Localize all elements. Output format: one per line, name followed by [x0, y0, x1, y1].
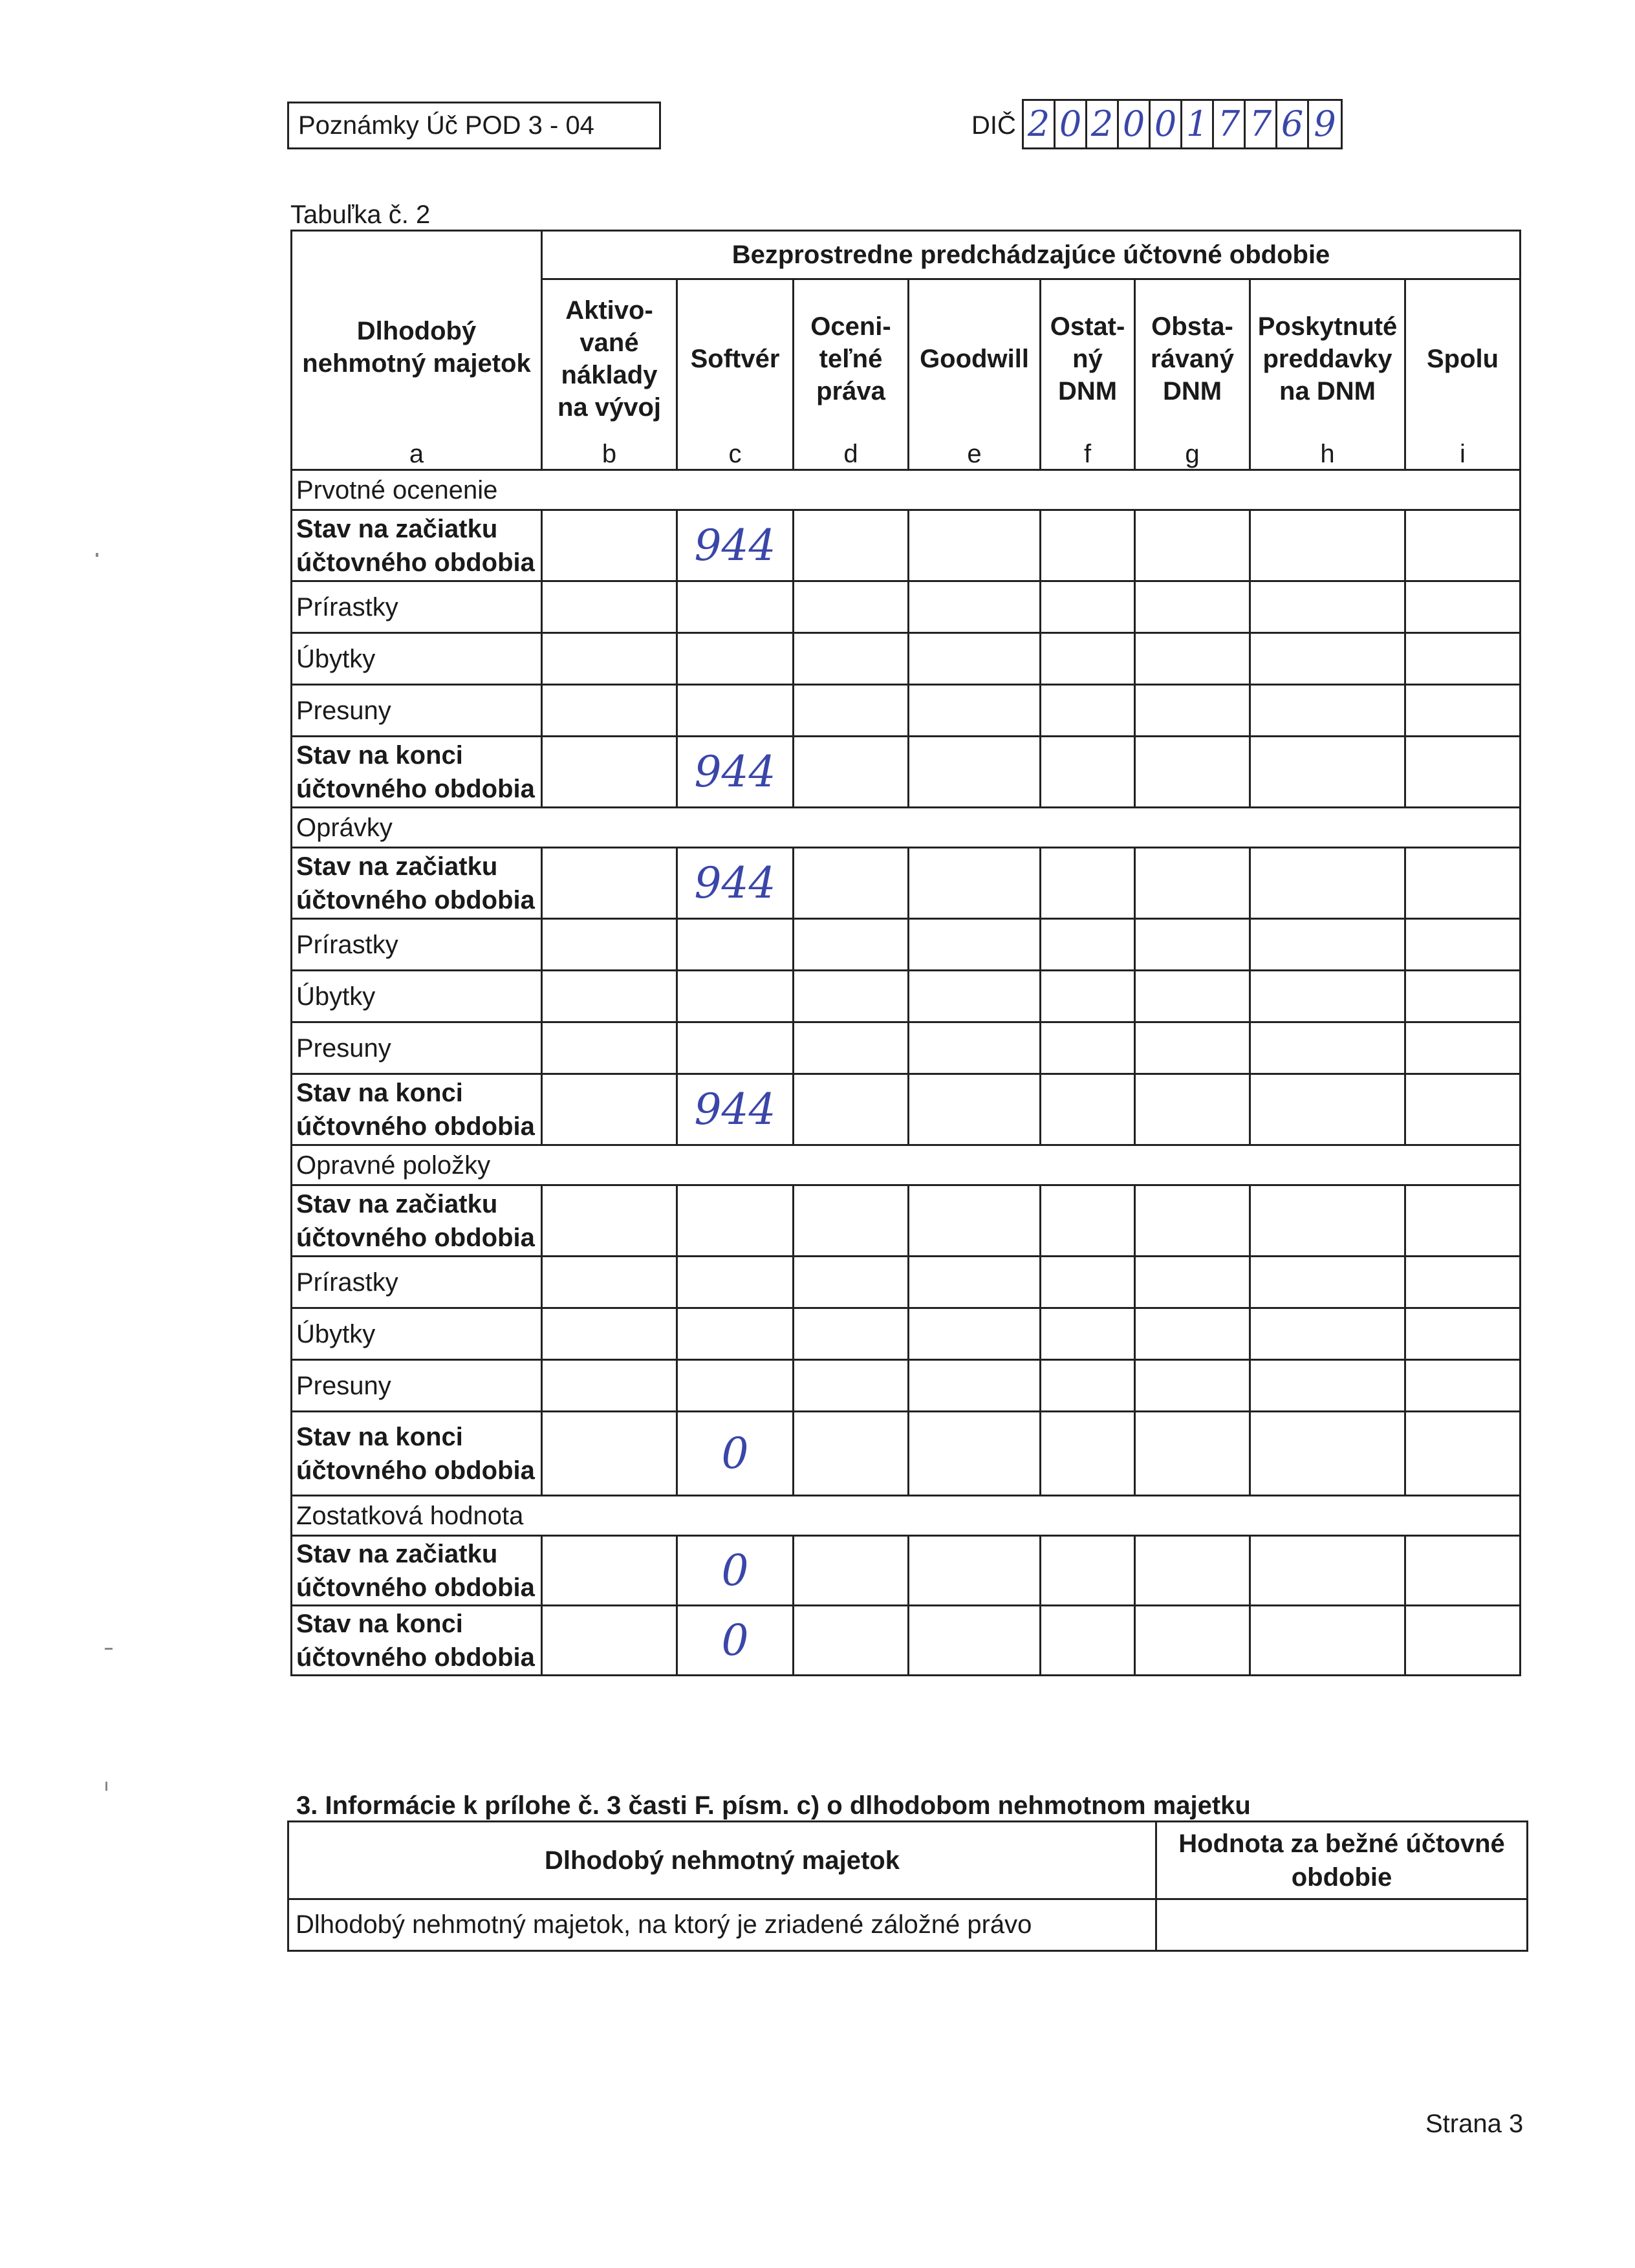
cell: [1250, 1308, 1405, 1360]
handwritten-value: 944: [677, 1074, 794, 1145]
cell: [794, 971, 909, 1022]
cell: [1405, 1022, 1521, 1074]
cell: [1405, 510, 1521, 581]
cell: [1250, 685, 1405, 737]
col-letter: f: [1041, 438, 1135, 470]
cell: [542, 581, 677, 633]
dic-digit: 9: [1314, 103, 1336, 144]
cell: [794, 1257, 909, 1308]
cell: [794, 1074, 909, 1145]
cell: [677, 633, 794, 685]
dic-field: [1022, 99, 1343, 149]
dic-digit: 2: [1024, 101, 1056, 147]
cell: [1135, 510, 1250, 581]
table-caption: Tabuľka č. 2: [290, 200, 431, 229]
form-label: Poznámky Úč POD 3 - 04: [287, 102, 661, 149]
scan-mark: [105, 1648, 113, 1650]
pledge-col-header: Dlhodobý nehmotný majetok: [288, 1822, 1156, 1899]
cell: [1135, 1257, 1250, 1308]
cell: [1041, 1308, 1135, 1360]
cell: [794, 581, 909, 633]
cell: [1250, 971, 1405, 1022]
cell: [794, 510, 909, 581]
col-header-f: Ostat-ný DNM: [1041, 279, 1135, 438]
cell: [1405, 1074, 1521, 1145]
cell: [909, 685, 1041, 737]
section-title: Oprávky: [292, 808, 1521, 848]
cell: [1250, 1412, 1405, 1496]
col-letter: b: [542, 438, 677, 470]
cell: [909, 1412, 1041, 1496]
cell: [1041, 1606, 1135, 1676]
cell: [677, 1185, 794, 1257]
row-label: Stav na konci účtovného obdobia: [292, 737, 542, 808]
cell: [1250, 1257, 1405, 1308]
dic-digit: 0: [1119, 101, 1151, 147]
row-label: Stav na začiatku účtovného obdobia: [292, 1536, 542, 1606]
cell: [909, 510, 1041, 581]
cell: [1405, 1412, 1521, 1496]
col-header-a: Dlhodobý nehmotný majetok: [292, 231, 542, 438]
dic-digit: 6: [1277, 101, 1309, 147]
cell: [542, 1536, 677, 1606]
cell: [794, 1308, 909, 1360]
cell: [677, 685, 794, 737]
col-header-d: Oceni-teľné práva: [794, 279, 909, 438]
cell: [794, 1185, 909, 1257]
row-label: Stav na konci účtovného obdobia: [292, 1074, 542, 1145]
col-letter: c: [677, 438, 794, 470]
row-label: Prírastky: [292, 581, 542, 633]
cell: [909, 1185, 1041, 1257]
cell: [677, 1257, 794, 1308]
handwritten-value: 944: [677, 848, 794, 919]
section-title: Zostatková hodnota: [292, 1496, 1521, 1536]
col-header-e: Goodwill: [909, 279, 1041, 438]
handwritten-value: 0: [677, 1412, 794, 1496]
cell: [1135, 633, 1250, 685]
intangible-assets-table: [290, 230, 1521, 1676]
cell: [1135, 737, 1250, 808]
col-letter: d: [794, 438, 909, 470]
cell: [909, 737, 1041, 808]
cell: [1405, 1308, 1521, 1360]
cell: [909, 581, 1041, 633]
row-label: Prírastky: [292, 919, 542, 971]
section-title: Prvotné ocenenie: [292, 470, 1521, 510]
row-label: Presuny: [292, 685, 542, 737]
col-letter: g: [1135, 438, 1250, 470]
cell: [909, 1257, 1041, 1308]
cell: [542, 1360, 677, 1412]
cell: [1405, 848, 1521, 919]
cell: [542, 919, 677, 971]
cell: [1135, 1074, 1250, 1145]
cell: [1041, 1185, 1135, 1257]
dic-digit: 7: [1214, 101, 1246, 147]
cell: [1405, 1606, 1521, 1676]
pledge-row-label: Dlhodobý nehmotný majetok, na ktorý je zriadené záložné právo: [288, 1899, 1156, 1951]
cell: [1041, 685, 1135, 737]
cell: [542, 1185, 677, 1257]
cell: [542, 1606, 677, 1676]
cell: [1135, 1606, 1250, 1676]
period-header: Bezprostredne predchádzajúce účtovné obdobie: [542, 231, 1521, 279]
cell: [909, 919, 1041, 971]
dic-label: DIČ: [971, 111, 1016, 140]
cell: [794, 737, 909, 808]
row-label: Presuny: [292, 1022, 542, 1074]
section-3-title: 3. Informácie k prílohe č. 3 časti F. písm. c) o dlhodobom nehmotnom majetku: [296, 1791, 1251, 1820]
cell: [794, 919, 909, 971]
row-label: Prírastky: [292, 1257, 542, 1308]
cell: [1041, 971, 1135, 1022]
dic-digit: 7: [1246, 101, 1277, 147]
row-label: Stav na konci účtovného obdobia: [292, 1606, 542, 1676]
cell: [1135, 581, 1250, 633]
cell: [1250, 1606, 1405, 1676]
pledge-table: [287, 1820, 1528, 1952]
cell: [1041, 737, 1135, 808]
handwritten-value: 0: [677, 1606, 794, 1676]
cell: [542, 848, 677, 919]
cell: [1405, 971, 1521, 1022]
col-letter: a: [292, 438, 542, 470]
handwritten-value: 944: [677, 510, 794, 581]
cell: [794, 1022, 909, 1074]
cell: [909, 1536, 1041, 1606]
scan-mark: [96, 553, 98, 557]
cell: [1250, 1536, 1405, 1606]
col-letter: e: [909, 438, 1041, 470]
cell: [1041, 1257, 1135, 1308]
cell: [1135, 971, 1250, 1022]
col-header-b: Aktivo-vané náklady na vývoj: [542, 279, 677, 438]
cell: [794, 633, 909, 685]
cell: [542, 737, 677, 808]
cell: [542, 1308, 677, 1360]
row-label: Presuny: [292, 1360, 542, 1412]
col-header-g: Obsta-rávaný DNM: [1135, 279, 1250, 438]
cell: [542, 1074, 677, 1145]
cell: [1041, 581, 1135, 633]
cell: [1041, 510, 1135, 581]
cell: [542, 1022, 677, 1074]
cell: [794, 685, 909, 737]
cell: [1405, 1360, 1521, 1412]
cell: [542, 1412, 677, 1496]
dic-digit: 0: [1151, 101, 1182, 147]
cell: [909, 848, 1041, 919]
row-label: Úbytky: [292, 971, 542, 1022]
cell: [909, 633, 1041, 685]
cell: [794, 1412, 909, 1496]
cell: [1250, 1074, 1405, 1145]
value-col-header: Hodnota za bežné účtovné obdobie: [1156, 1822, 1528, 1899]
cell: [1135, 1308, 1250, 1360]
cell: [1041, 1022, 1135, 1074]
cell: [677, 1360, 794, 1412]
cell: [1135, 1536, 1250, 1606]
cell: [909, 971, 1041, 1022]
cell: [1041, 1412, 1135, 1496]
cell: [1041, 1074, 1135, 1145]
cell: [677, 971, 794, 1022]
col-letter: i: [1405, 438, 1521, 470]
row-label: Úbytky: [292, 1308, 542, 1360]
cell: [1135, 848, 1250, 919]
cell: [909, 1308, 1041, 1360]
row-label: Stav na konci účtovného obdobia: [292, 1412, 542, 1496]
cell: [909, 1606, 1041, 1676]
cell: [1041, 633, 1135, 685]
dic-digit: 1: [1182, 101, 1214, 147]
cell: [542, 971, 677, 1022]
cell: [1135, 1185, 1250, 1257]
cell: [1041, 1536, 1135, 1606]
cell: [1250, 581, 1405, 633]
col-header-h: Poskytnuté preddavky na DNM: [1250, 279, 1405, 438]
cell: [1405, 685, 1521, 737]
cell: [794, 848, 909, 919]
col-header-c: Softvér: [677, 279, 794, 438]
cell: [1405, 1257, 1521, 1308]
cell: [1250, 1360, 1405, 1412]
section-title: Opravné položky: [292, 1145, 1521, 1185]
cell: [794, 1360, 909, 1412]
cell: [1250, 737, 1405, 808]
cell: [794, 1606, 909, 1676]
cell: [909, 1360, 1041, 1412]
cell: [677, 919, 794, 971]
cell: [542, 633, 677, 685]
cell: [1250, 848, 1405, 919]
cell: [1135, 685, 1250, 737]
cell: [1405, 633, 1521, 685]
cell: [1135, 1022, 1250, 1074]
page-number: Strana 3: [1425, 2110, 1524, 2138]
row-label: Úbytky: [292, 633, 542, 685]
cell: [1405, 737, 1521, 808]
cell: [1250, 510, 1405, 581]
cell: [1041, 848, 1135, 919]
dic-digit: 2: [1087, 101, 1119, 147]
dic-digit: 0: [1056, 101, 1087, 147]
col-letter: h: [1250, 438, 1405, 470]
cell: [1405, 581, 1521, 633]
handwritten-value: 944: [677, 737, 794, 808]
cell: [1250, 633, 1405, 685]
cell: [1405, 1536, 1521, 1606]
cell: [677, 1022, 794, 1074]
pledge-row-value: [1156, 1899, 1528, 1951]
cell: [1250, 919, 1405, 971]
cell: [1405, 919, 1521, 971]
cell: [1041, 1360, 1135, 1412]
cell: [1250, 1185, 1405, 1257]
cell: [1041, 919, 1135, 971]
row-label: Stav na začiatku účtovného obdobia: [292, 510, 542, 581]
cell: [677, 581, 794, 633]
cell: [1405, 1185, 1521, 1257]
cell: [1135, 1412, 1250, 1496]
scan-mark: [105, 1782, 107, 1791]
cell: [542, 1257, 677, 1308]
cell: [1135, 919, 1250, 971]
cell: [677, 1308, 794, 1360]
row-label: Stav na začiatku účtovného obdobia: [292, 848, 542, 919]
cell: [542, 685, 677, 737]
col-header-i: Spolu: [1405, 279, 1521, 438]
cell: [542, 510, 677, 581]
cell: [909, 1022, 1041, 1074]
cell: [794, 1536, 909, 1606]
row-label: Stav na začiatku účtovného obdobia: [292, 1185, 542, 1257]
cell: [909, 1074, 1041, 1145]
cell: [1135, 1360, 1250, 1412]
handwritten-value: 0: [677, 1536, 794, 1606]
cell: [1250, 1022, 1405, 1074]
